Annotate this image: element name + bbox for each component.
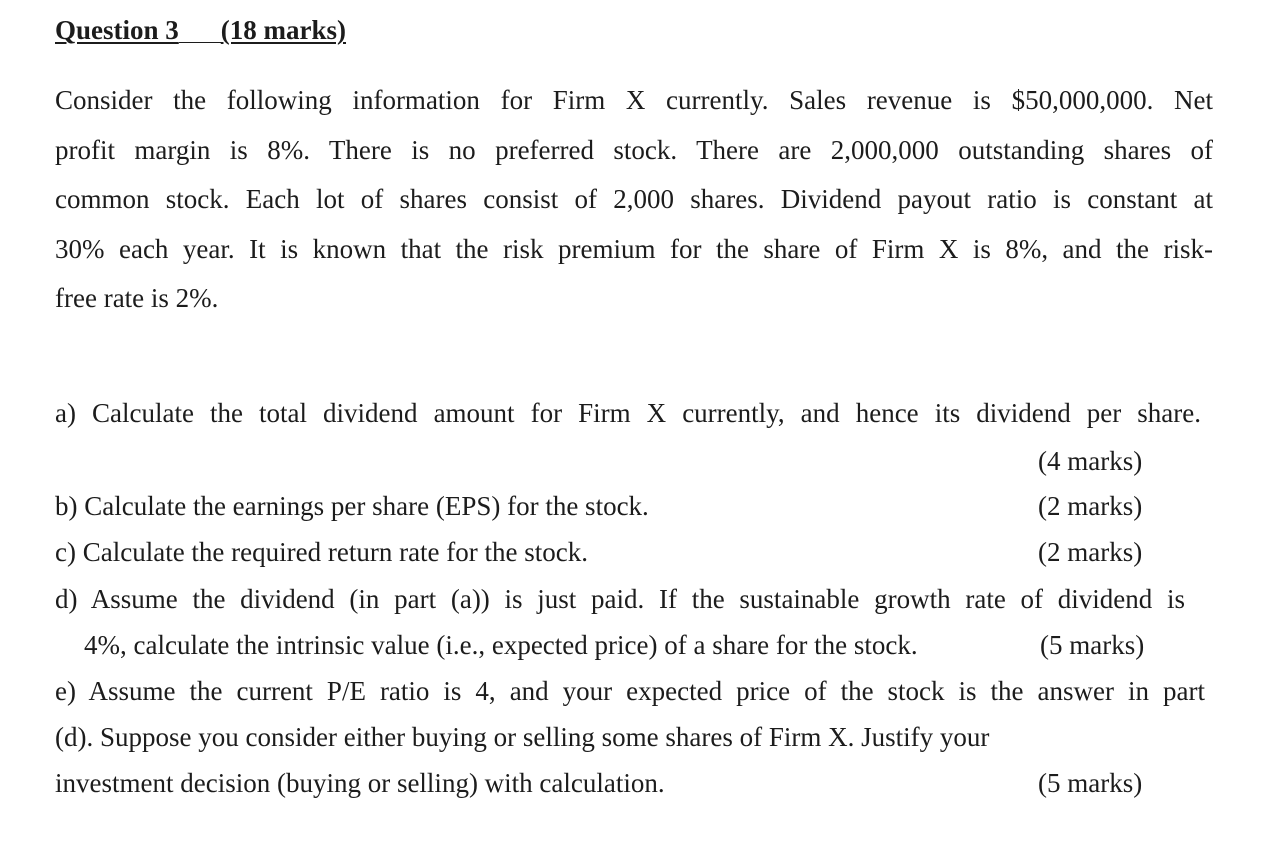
- part-e-marks: (5 marks): [1038, 768, 1143, 798]
- intro-line-5: free rate is 2%.: [55, 283, 219, 313]
- question-heading: [55, 14, 346, 46]
- part-a-marks: (4 marks): [1038, 446, 1143, 476]
- intro-line-1: Consider the following information for Firm X currently. Sales revenue is $50,000,000. Net: [55, 85, 1213, 115]
- part-e-line-2: (d). Suppose you consider either buying or selling some shares of Firm X. Justify your: [55, 722, 990, 752]
- part-e-line-1: e) Assume the current P/E ratio is 4, and your expected price of the stock is the answer in part: [55, 676, 1205, 706]
- part-e-line-3: investment decision (buying or selling) with calculation.: [55, 768, 665, 798]
- question-number: Question 3: [55, 15, 179, 45]
- part-d-line-2: 4%, calculate the intrinsic value (i.e., expected price) of a share for the stock.: [84, 630, 918, 660]
- part-b-marks: (2 marks): [1038, 491, 1143, 521]
- part-c-marks: (2 marks): [1038, 537, 1143, 567]
- heading-underline-gap: [179, 41, 221, 43]
- part-d-marks: (5 marks): [1040, 630, 1145, 660]
- intro-line-4: 30% each year. It is known that the risk premium for the share of Firm X is 8%, and the risk-: [55, 234, 1213, 264]
- part-b-text: b) Calculate the earnings per share (EPS) for the stock.: [55, 491, 649, 521]
- part-d-line-1: d) Assume the dividend (in part (a)) is just paid. If the sustainable growth rate of dividend is: [55, 584, 1185, 614]
- question-total-marks: (18 marks): [220, 15, 347, 45]
- intro-line-2: profit margin is 8%. There is no preferred stock. There are 2,000,000 outstanding shares of: [55, 135, 1213, 165]
- intro-line-3: common stock. Each lot of shares consist of 2,000 shares. Dividend payout ratio is constant at: [55, 184, 1213, 214]
- part-c-text: c) Calculate the required return rate for the stock.: [55, 537, 588, 567]
- part-a-text: a) Calculate the total dividend amount for Firm X currently, and hence its dividend per share.: [55, 398, 1201, 428]
